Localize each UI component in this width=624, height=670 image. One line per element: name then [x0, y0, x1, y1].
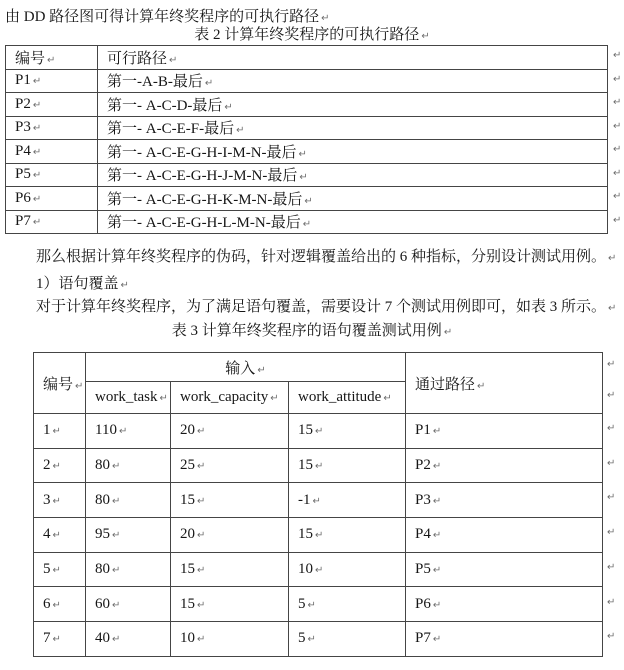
column-header-work-attitude: work_attitude ↵ [289, 382, 406, 414]
paragraph-mark: ↵ [159, 393, 168, 404]
case-id-cell: 1 ↵ [34, 414, 86, 449]
paragraph-mark: ↵ [197, 634, 206, 646]
test-case-row [34, 448, 603, 483]
paragraph-mark: ↵ [304, 195, 313, 207]
path-row [6, 187, 608, 211]
work-capacity-cell: 15 ↵ [171, 552, 289, 587]
paragraph-mark: ↵ [315, 461, 324, 473]
test-case-row [34, 587, 603, 622]
paragraph-mark: ↵ [52, 426, 61, 438]
body-paragraph-2-text: 1）语句覆盖 [36, 276, 119, 292]
passed-path-cell: P6 ↵ [406, 587, 603, 622]
body-paragraph-2 [5, 274, 129, 296]
work-task-cell: 80 ↵ [86, 483, 171, 518]
paragraph-mark: ↵ [298, 148, 307, 160]
path-row [6, 116, 608, 140]
executable-paths-table [5, 45, 608, 234]
path-value-cell: 第一- A-C-E-F-最后 ↵ [98, 116, 608, 140]
work-task-cell: 60 ↵ [86, 587, 171, 622]
paragraph-mark: ↵ [432, 461, 442, 473]
work-capacity-cell: 20 ↵ [171, 518, 289, 553]
work-task-cell: 95 ↵ [86, 518, 171, 553]
case-id-cell: 7 ↵ [34, 622, 86, 657]
paragraph-mark: ↵ [315, 565, 324, 577]
paragraph-mark: ↵ [52, 634, 61, 646]
paragraph-mark: ↵ [236, 125, 245, 137]
column-header-path: 可行路径 ↵ [98, 46, 608, 70]
column-header-case-id: 编号 ↵ [34, 353, 86, 414]
path-value-cell: 第一- A-C-D-最后 ↵ [98, 93, 608, 117]
paragraph-mark: ↵ [432, 634, 442, 646]
paragraph-mark: ↵ [75, 380, 84, 392]
end-of-row-mark: ↵ [613, 120, 622, 132]
paragraph-mark: ↵ [32, 217, 42, 229]
intro-text: 由 DD 路径图可得计算年终奖程序的可执行路径 [5, 9, 320, 25]
paragraph-mark: ↵ [432, 530, 442, 542]
end-of-row-mark: ↵ [613, 167, 622, 179]
path-row [6, 93, 608, 117]
path-row [6, 69, 608, 93]
paragraph-mark: ↵ [315, 530, 324, 542]
work-attitude-cell: 15 ↵ [289, 414, 406, 449]
paragraph-mark: ↵ [32, 123, 42, 135]
end-of-row-mark: ↵ [607, 390, 616, 401]
paragraph-mark: ↵ [321, 13, 330, 24]
end-of-row-mark: ↵ [607, 561, 616, 573]
table2-caption [0, 25, 624, 47]
path-id-cell: P7 ↵ [6, 210, 98, 234]
case-id-cell: 5 ↵ [34, 552, 86, 587]
paragraph-mark: ↵ [52, 461, 61, 473]
paragraph-mark: ↵ [118, 426, 128, 438]
paragraph-mark: ↵ [443, 327, 453, 338]
paragraph-mark: ↵ [52, 599, 61, 611]
paragraph-mark: ↵ [299, 172, 308, 184]
column-header-work-task: work_task ↵ [86, 382, 171, 414]
column-header-passed-path: 通过路径 ↵ [406, 353, 603, 414]
column-header-work-capacity: work_capacity ↵ [171, 382, 289, 414]
end-of-row-mark: ↵ [613, 73, 622, 85]
paragraph-mark: ↵ [197, 426, 206, 438]
path-value-cell: 第一- A-C-E-G-H-J-M-N-最后 ↵ [98, 163, 608, 187]
paragraph-mark: ↵ [32, 99, 42, 111]
paragraph-mark: ↵ [197, 599, 206, 611]
column-header-input-group: 输入 ↵ [86, 353, 406, 382]
case-id-cell: 2 ↵ [34, 448, 86, 483]
work-task-cell: 40 ↵ [86, 622, 171, 657]
work-attitude-cell: 5 ↵ [289, 622, 406, 657]
end-of-row-mark: ↵ [607, 359, 616, 370]
end-of-row-mark: ↵ [607, 423, 616, 434]
paragraph-mark: ↵ [112, 530, 121, 542]
work-attitude-cell: 5 ↵ [289, 587, 406, 622]
path-row [6, 210, 608, 234]
table3-caption [0, 321, 624, 343]
paragraph-mark: ↵ [383, 393, 392, 404]
paragraph-mark: ↵ [32, 76, 42, 88]
passed-path-cell: P2 ↵ [406, 448, 603, 483]
paragraph-mark: ↵ [608, 253, 617, 264]
work-attitude-cell: 15 ↵ [289, 518, 406, 553]
end-of-row-mark: ↵ [613, 214, 622, 226]
body-paragraph-3-text: 对于计算年终奖程序，为了满足语句覆盖，需要设计 7 个测试用例即可，如表 3 所示。 [36, 299, 607, 315]
test-case-row [34, 483, 603, 518]
work-capacity-cell: 25 ↵ [171, 448, 289, 483]
work-task-cell: 80 ↵ [86, 448, 171, 483]
statement-coverage-table [33, 352, 603, 657]
column-header-id: 编号 ↵ [6, 46, 98, 70]
paragraph-mark: ↵ [112, 565, 121, 577]
work-attitude-cell: 10 ↵ [289, 552, 406, 587]
path-value-cell: 第一-A-B-最后 ↵ [98, 69, 608, 93]
passed-path-cell: P5 ↵ [406, 552, 603, 587]
path-id-cell: P3 ↵ [6, 116, 98, 140]
paragraph-mark: ↵ [257, 364, 266, 376]
paragraph-mark: ↵ [112, 599, 121, 611]
paragraph-mark: ↵ [432, 495, 442, 507]
end-of-row-mark: ↵ [613, 97, 622, 108]
paragraph-mark: ↵ [32, 146, 42, 158]
test-case-row [34, 518, 603, 553]
paragraph-mark: ↵ [197, 565, 206, 577]
paragraph-mark: ↵ [197, 495, 206, 507]
case-id-cell: 4 ↵ [34, 518, 86, 553]
end-of-row-mark: ↵ [607, 492, 616, 504]
path-value-cell: 第一- A-C-E-G-H-L-M-N-最后 ↵ [98, 210, 608, 234]
end-of-row-mark: ↵ [613, 50, 622, 61]
table3-caption-text: 表 3 计算年终奖程序的语句覆盖测试用例 [171, 323, 442, 339]
case-id-cell: 6 ↵ [34, 587, 86, 622]
passed-path-cell: P1 ↵ [406, 414, 603, 449]
paragraph-mark: ↵ [47, 54, 56, 66]
work-capacity-cell: 15 ↵ [171, 587, 289, 622]
path-value-cell: 第一- A-C-E-G-H-K-M-N-最后 ↵ [98, 187, 608, 211]
paragraph-mark: ↵ [120, 280, 129, 291]
paragraph-mark: ↵ [197, 530, 206, 542]
end-of-row-mark: ↵ [607, 527, 616, 539]
paragraph-mark: ↵ [112, 634, 121, 646]
paragraph-mark: ↵ [315, 426, 324, 438]
work-capacity-cell: 15 ↵ [171, 483, 289, 518]
end-of-row-mark: ↵ [607, 596, 616, 608]
passed-path-cell: P7 ↵ [406, 622, 603, 657]
table2-caption-text: 表 2 计算年终奖程序的可执行路径 [194, 27, 420, 43]
path-row [6, 163, 608, 187]
work-task-cell: 80 ↵ [86, 552, 171, 587]
test-case-row [34, 552, 603, 587]
body-paragraph-3 [5, 297, 616, 319]
table-header-row-1 [34, 353, 603, 382]
paragraph-mark: ↵ [270, 393, 279, 404]
paragraph-mark: ↵ [204, 78, 214, 90]
work-capacity-cell: 10 ↵ [171, 622, 289, 657]
work-attitude-cell: 15 ↵ [289, 448, 406, 483]
paragraph-mark: ↵ [32, 193, 42, 205]
passed-path-cell: P4 ↵ [406, 518, 603, 553]
paragraph-mark: ↵ [302, 219, 312, 231]
paragraph-mark: ↵ [169, 54, 178, 66]
end-of-row-mark: ↵ [607, 457, 616, 469]
path-value-cell: 第一- A-C-E-G-H-I-M-N-最后 ↵ [98, 140, 608, 164]
body-paragraph-1 [5, 247, 616, 269]
path-id-cell: P4 ↵ [6, 140, 98, 164]
path-row [6, 140, 608, 164]
paragraph-mark: ↵ [52, 565, 61, 577]
path-id-cell: P1 ↵ [6, 69, 98, 93]
paragraph-mark: ↵ [608, 303, 617, 314]
path-id-cell: P6 ↵ [6, 187, 98, 211]
paragraph-mark: ↵ [112, 461, 121, 473]
end-of-row-mark: ↵ [613, 144, 622, 155]
path-id-cell: P2 ↵ [6, 93, 98, 117]
paragraph-mark: ↵ [477, 380, 486, 392]
paragraph-mark: ↵ [312, 495, 321, 507]
table-header-row [6, 46, 608, 70]
paragraph-mark: ↵ [52, 495, 61, 507]
test-case-row [34, 622, 603, 657]
end-of-row-mark: ↵ [613, 191, 622, 202]
paragraph-mark: ↵ [52, 530, 61, 542]
work-attitude-cell: -1 ↵ [289, 483, 406, 518]
paragraph-mark: ↵ [421, 31, 430, 42]
paragraph-mark: ↵ [197, 461, 206, 473]
passed-path-cell: P3 ↵ [406, 483, 603, 518]
case-id-cell: 3 ↵ [34, 483, 86, 518]
paragraph-mark: ↵ [112, 495, 121, 507]
paragraph-mark: ↵ [224, 101, 233, 113]
path-id-cell: P5 ↵ [6, 163, 98, 187]
end-of-row-mark: ↵ [607, 631, 616, 643]
paragraph-mark: ↵ [432, 599, 442, 611]
test-case-row [34, 414, 603, 449]
paragraph-mark: ↵ [432, 565, 442, 577]
paragraph-mark: ↵ [307, 599, 316, 611]
work-capacity-cell: 20 ↵ [171, 414, 289, 449]
paragraph-mark: ↵ [32, 170, 42, 182]
body-paragraph-1-text: 那么根据计算年终奖程序的伪码，针对逻辑覆盖给出的 6 种指标，分别设计测试用例。 [36, 249, 607, 265]
work-task-cell: 110 ↵ [86, 414, 171, 449]
paragraph-mark: ↵ [307, 634, 316, 646]
paragraph-mark: ↵ [432, 426, 442, 438]
